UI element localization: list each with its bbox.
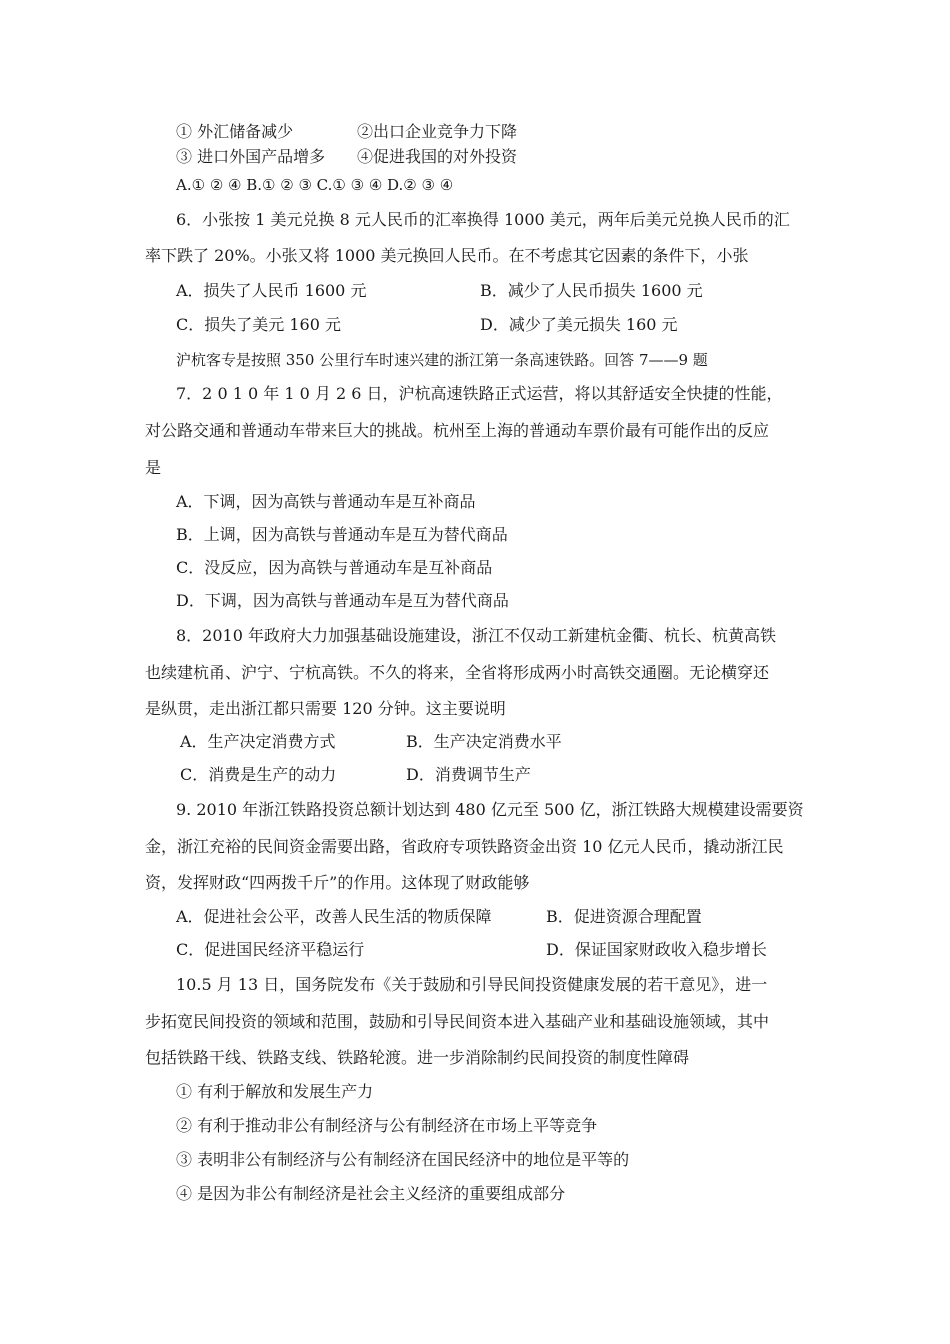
q8-stem-line-1: 8．2010 年政府大力加强基础设施建设，浙江不仅动工新建杭金衢、杭长、杭黄高铁: [176, 626, 776, 645]
q7-stem-line-1: 7．2 0 1 0 年 1 0 月 2 6 日，沪杭高速铁路正式运营，将以其舒适安全快捷的性能，: [176, 384, 783, 403]
q10-stem-line-2: 步拓宽民间投资的领域和范围，鼓励和引导民间资本进入基础产业和基础设施领域，其中: [145, 1012, 770, 1031]
q9-stem-line-2: 金，浙江充裕的民间资金需要出路，省政府专项铁路资金出资 10 亿元人民币，撬动浙江民: [145, 837, 784, 856]
q6-stem-line-2: 率下跌了 20%。小张又将 1000 美元换回人民币。在不考虑其它因素的条件下，小张: [145, 246, 749, 265]
q5-option-2: ②出口企业竞争力下降: [357, 122, 518, 141]
q5-answer-choices: A.① ② ④ B.① ② ③ C.① ③ ④ D.② ③ ④: [176, 176, 454, 194]
q10-stem-line-1: 10.5 月 13 日，国务院发布《关于鼓励和引导民间投资健康发展的若干意见》，进一: [176, 975, 768, 994]
q8-choice-d: D．消费调节生产: [406, 765, 531, 784]
section-intro: 沪杭客专是按照 350 公里行车时速兴建的浙江第一条高速铁路。回答 7——9 题: [176, 351, 708, 369]
q5-option-4: ④促进我国的对外投资: [357, 147, 518, 166]
q5-option-1: ① 外汇储备减少: [176, 122, 294, 141]
q8-choice-c: C．消费是生产的动力: [180, 765, 337, 784]
q7-choice-a: A．下调，因为高铁与普通动车是互补商品: [176, 492, 476, 511]
q10-item-1: ① 有利于解放和发展生产力: [176, 1082, 374, 1101]
q7-stem-line-3: 是: [145, 458, 162, 477]
q6-choice-b: B．减少了人民币损失 1600 元: [480, 281, 703, 300]
q8-choice-a: A．生产决定消费方式: [180, 732, 336, 751]
q7-stem-line-2: 对公路交通和普通动车带来巨大的挑战。杭州至上海的普通动车票价最有可能作出的反应: [145, 421, 770, 440]
q8-choice-b: B．生产决定消费水平: [406, 732, 562, 751]
q8-stem-line-3: 是纵贯，走出浙江都只需要 120 分钟。这主要说明: [145, 699, 506, 718]
q10-item-3: ③ 表明非公有制经济与公有制经济在国民经济中的地位是平等的: [176, 1150, 630, 1169]
q10-item-2: ② 有利于推动非公有制经济与公有制经济在市场上平等竞争: [176, 1116, 598, 1135]
q9-choice-c: C．促进国民经济平稳运行: [176, 940, 365, 959]
q9-stem-line-3: 资，发挥财政“四两拨千斤”的作用。这体现了财政能够: [145, 873, 530, 892]
q7-choice-c: C．没反应，因为高铁与普通动车是互补商品: [176, 558, 493, 577]
q6-stem-line-1: 6．小张按 1 美元兑换 8 元人民币的汇率换得 1000 美元，两年后美元兑换人民币的汇: [176, 210, 790, 229]
q9-choice-d: D．保证国家财政收入稳步增长: [546, 940, 767, 959]
q5-option-3: ③ 进口外国产品增多: [176, 147, 326, 166]
q7-choice-d: D．下调，因为高铁与普通动车是互为替代商品: [176, 591, 509, 610]
q10-item-4: ④ 是因为非公有制经济是社会主义经济的重要组成部分: [176, 1184, 566, 1203]
q9-stem-line-1: 9. 2010 年浙江铁路投资总额计划达到 480 亿元至 500 亿，浙江铁路大规模建设需要资: [176, 800, 804, 819]
q6-choice-a: A．损失了人民币 1600 元: [176, 281, 367, 300]
q9-choice-a: A．促进社会公平，改善人民生活的物质保障: [176, 907, 492, 926]
q8-stem-line-2: 也续建杭甬、沪宁、宁杭高铁。不久的将来，全省将形成两小时高铁交通圈。无论横穿还: [145, 663, 770, 682]
q9-choice-b: B．促进资源合理配置: [546, 907, 702, 926]
q6-choice-d: D．减少了美元损失 160 元: [480, 315, 678, 334]
q6-choice-c: C．损失了美元 160 元: [176, 315, 341, 334]
q7-choice-b: B．上调，因为高铁与普通动车是互为替代商品: [176, 525, 508, 544]
q10-stem-line-3: 包括铁路干线、铁路支线、铁路轮渡。进一步消除制约民间投资的制度性障碍: [145, 1048, 690, 1067]
